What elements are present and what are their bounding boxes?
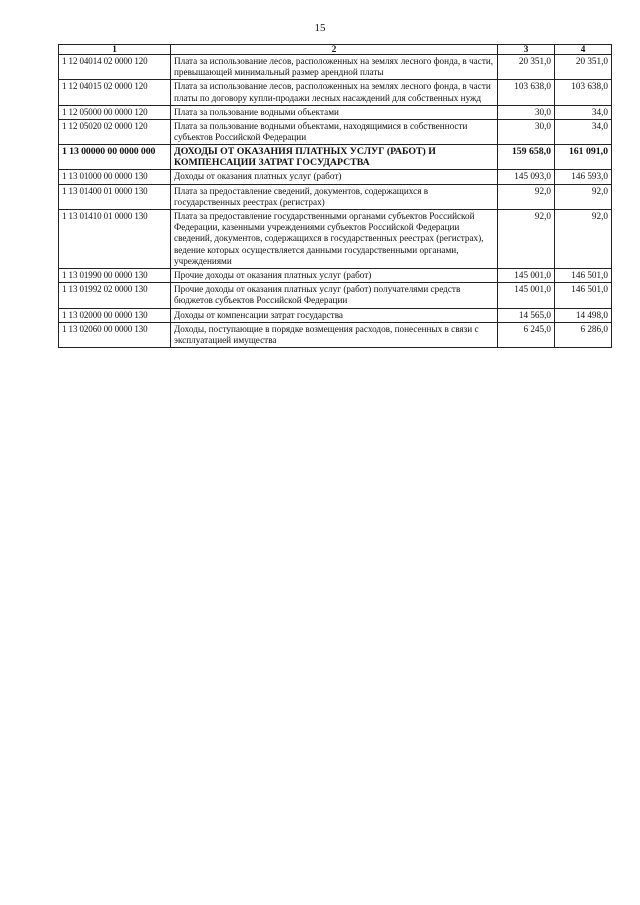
amount-col-3-cell: 30,0 (498, 105, 555, 119)
revenue-code-cell: 1 12 05020 02 0000 120 (59, 120, 171, 145)
revenue-code-cell: 1 13 01410 01 0000 130 (59, 210, 171, 269)
table-row (59, 105, 612, 119)
amount-col-3-cell: 14 565,0 (498, 308, 555, 322)
revenue-name-cell: Прочие доходы от оказания платных услуг (работ) получателями средств бюджетов субъектов Российской Федерации (171, 283, 498, 308)
table-row (59, 184, 612, 209)
table-row (59, 308, 612, 322)
table-row (59, 120, 612, 145)
revenue-code-cell: 1 13 01990 00 0000 130 (59, 269, 171, 283)
revenue-name-cell: Доходы от компенсации затрат государства (171, 308, 498, 322)
table-row (59, 322, 612, 347)
table-header-row (59, 45, 612, 55)
header-col-1: 1 (59, 45, 171, 55)
amount-col-4-cell: 14 498,0 (555, 308, 612, 322)
amount-col-4-cell: 146 501,0 (555, 283, 612, 308)
amount-col-4-cell: 20 351,0 (555, 55, 612, 80)
header-col-4: 4 (555, 45, 612, 55)
amount-col-4-cell: 6 286,0 (555, 322, 612, 347)
revenue-name-cell: Прочие доходы от оказания платных услуг (работ) (171, 269, 498, 283)
revenue-name-cell: Плата за пользование водными объектами, находящимися в собственности субъектов Российской Федерации (171, 120, 498, 145)
revenue-code-cell: 1 13 02000 00 0000 130 (59, 308, 171, 322)
revenue-name-cell: Плата за предоставление государственными органами субъектов Российской Федерации, казенными учреждениями субъектов Российской Федерации сведений, документов, содержащихся в государственных реестрах (регистрах), ведение которых осуществляется данными государственными органами, учреждениями (171, 210, 498, 269)
header-col-2: 2 (171, 45, 498, 55)
amount-col-3-cell: 92,0 (498, 210, 555, 269)
header-col-3: 3 (498, 45, 555, 55)
amount-col-4-cell: 34,0 (555, 105, 612, 119)
revenue-code-cell: 1 13 01992 02 0000 130 (59, 283, 171, 308)
revenue-code-cell: 1 12 04014 02 0000 120 (59, 55, 171, 80)
amount-col-4-cell: 146 501,0 (555, 269, 612, 283)
amount-col-3-cell: 145 001,0 (498, 269, 555, 283)
page-number: 15 (314, 22, 326, 34)
amount-col-3-cell: 145 093,0 (498, 170, 555, 184)
table-row (59, 145, 612, 170)
revenue-code-cell: 1 13 02060 00 0000 130 (59, 322, 171, 347)
amount-col-3-cell: 145 001,0 (498, 283, 555, 308)
table-body (59, 55, 612, 348)
amount-col-4-cell: 161 091,0 (555, 145, 612, 170)
amount-col-4-cell: 34,0 (555, 120, 612, 145)
revenue-name-cell: Плата за использование лесов, расположенных на землях лесного фонда, в части, превышающей минимальный размер арендной платы (171, 55, 498, 80)
table-row (59, 80, 612, 105)
revenue-code-cell: 1 12 04015 02 0000 120 (59, 80, 171, 105)
revenue-code-cell: 1 13 01400 01 0000 130 (59, 184, 171, 209)
amount-col-3-cell: 30,0 (498, 120, 555, 145)
table-row (59, 55, 612, 80)
revenue-name-cell: Плата за предоставление сведений, документов, содержащихся в государственных реестрах (регистрах) (171, 184, 498, 209)
amount-col-3-cell: 159 658,0 (498, 145, 555, 170)
amount-col-3-cell: 6 245,0 (498, 322, 555, 347)
amount-col-3-cell: 103 638,0 (498, 80, 555, 105)
revenue-name-cell: Плата за использование лесов, расположенных на землях лесного фонда, в части платы по договору купли-продажи лесных насаждений для собственных нужд (171, 80, 498, 105)
amount-col-3-cell: 92,0 (498, 184, 555, 209)
amount-col-3-cell: 20 351,0 (498, 55, 555, 80)
table-row (59, 170, 612, 184)
table-row (59, 210, 612, 269)
revenue-code-cell: 1 12 05000 00 0000 120 (59, 105, 171, 119)
revenue-name-cell: Доходы от оказания платных услуг (работ) (171, 170, 498, 184)
table-row (59, 283, 612, 308)
budget-revenue-table (58, 44, 612, 348)
amount-col-4-cell: 92,0 (555, 210, 612, 269)
revenue-code-cell: 1 13 00000 00 0000 000 (59, 145, 171, 170)
amount-col-4-cell: 103 638,0 (555, 80, 612, 105)
table-row (59, 269, 612, 283)
revenue-name-cell: Доходы, поступающие в порядке возмещения расходов, понесенных в связи с эксплуатацией имущества (171, 322, 498, 347)
amount-col-4-cell: 92,0 (555, 184, 612, 209)
revenue-name-cell: ДОХОДЫ ОТ ОКАЗАНИЯ ПЛАТНЫХ УСЛУГ (РАБОТ) И КОМПЕНСАЦИИ ЗАТРАТ ГОСУДАРСТВА (171, 145, 498, 170)
revenue-code-cell: 1 13 01000 00 0000 130 (59, 170, 171, 184)
amount-col-4-cell: 146 593,0 (555, 170, 612, 184)
revenue-name-cell: Плата за пользование водными объектами (171, 105, 498, 119)
